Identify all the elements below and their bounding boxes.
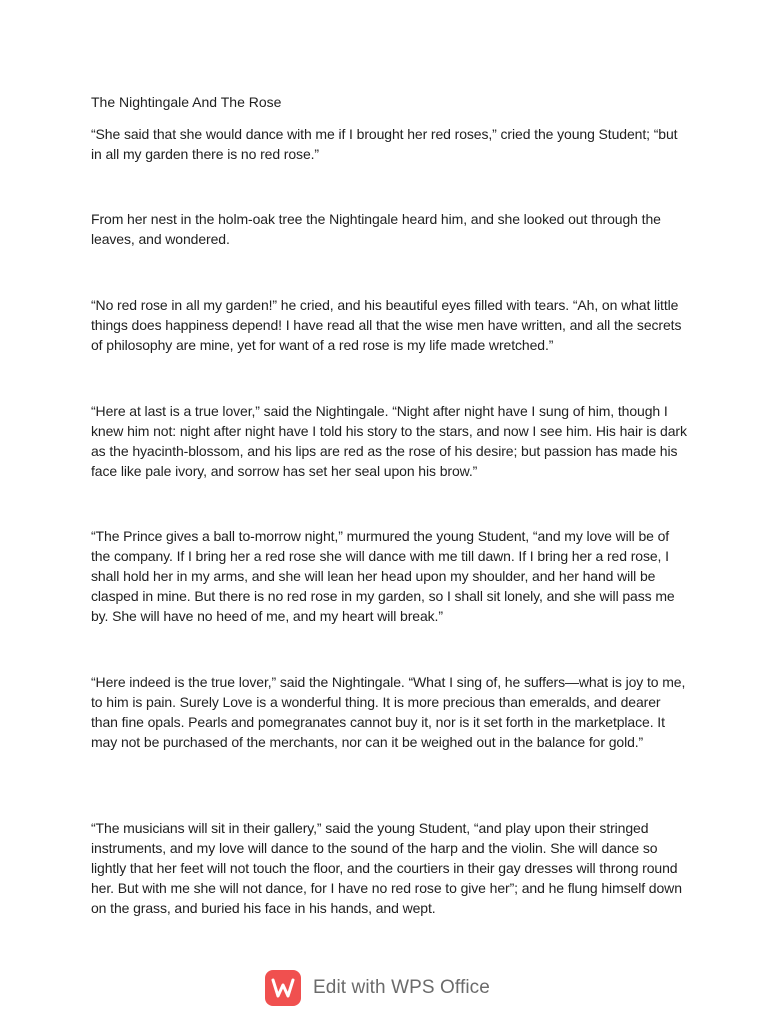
document-title: The Nightingale And The Rose — [91, 94, 282, 110]
edit-with-wps-office-button[interactable] — [265, 970, 490, 1006]
document-page — [91, 92, 689, 916]
paragraph: “Here indeed is the true lover,” said the Nightingale. “What I sing of, he suffers—what is joy to me, to him is pain. Surely Love is a wonderful thing. It is more precious than emeralds, and dearer than fine opals. Pearls and pomegranates cannot buy it, nor is it set forth in the marketplace. It may not be purchased of the merchants, nor can it be weighed out in the balance for gold.” — [91, 674, 686, 750]
edit-with-wps-office-label: Edit with WPS Office — [313, 977, 490, 998]
paragraph: “The Prince gives a ball to-morrow night,” murmured the young Student, “and my love will be of the company. If I bring her a red rose she will dance with me till dawn. If I bring her a red rose, I shall hold her in my arms, and she will lean her head upon my shoulder, and her hand will be clasped in mine. But there is no red rose in my garden, so I shall sit lonely, and she will pass me by. She will have no heed of me, and my heart will break.” — [91, 528, 675, 624]
paragraph: “The musicians will sit in their gallery,” said the young Student, “and play upon their stringed instruments, and my love will dance to the sound of the harp and the violin. She will dance so lightly that her feet will not touch the floor, and the courtiers in their gay dresses will throng round her. But with me she will not dance, for I have no red rose to give her”; and he flung himself down on the grass, and buried his face in his hands, and wept. — [91, 820, 682, 916]
paragraph: “No red rose in all my garden!” he cried, and his beautiful eyes filled with tears. “Ah, on what little things does happiness depend! I have read all that the wise men have written, and all the secrets of philosophy are mine, yet for want of a red rose is my life made wretched.” — [91, 297, 682, 353]
paragraph: “She said that she would dance with me if I brought her red roses,” cried the young Student; “but in all my garden there is no red rose.” — [91, 126, 678, 162]
wps-office-logo-icon — [265, 970, 301, 1006]
paragraph: From her nest in the holm-oak tree the Nightingale heard him, and she looked out through the leaves, and wondered. — [91, 211, 661, 247]
paragraph: “Here at last is a true lover,” said the Nightingale. “Night after night have I sung of him, though I knew him not: night after night have I told his story to the stars, and now I see him. His hair is dark as the hyacinth-blossom, and his lips are red as the rose of his desire; but passion has made his face like pale ivory, and sorrow has set her seal upon his brow.” — [91, 403, 687, 479]
